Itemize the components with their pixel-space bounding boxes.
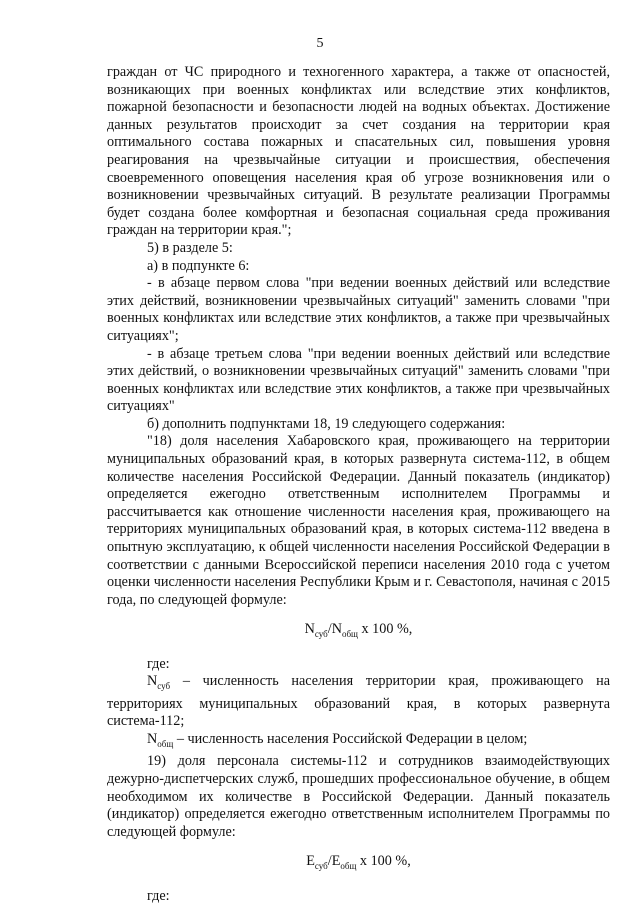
paragraph: - в абзаце первом слова "при ведении военных действий или вследствие этих действий, возникновении чрезвычайных ситуаций" заменить словами "при военных конфликтах или вследствие этих конфликтов, а также при чрезвычайных ситуациях"; [107, 275, 610, 344]
paragraph: а) в подпункте 6: [147, 257, 250, 274]
where-label: где: [147, 655, 170, 672]
paragraph: "18) доля населения Хабаровского края, проживающего на территории муниципальных образований края, в которых развернута система-112, в общем количестве населения Российской Федерации. Данный показатель (индикатор) определяется ежегодно ответственным исполнителем Программы и рассчитывается как отношение численности населения края, проживающего на территориях муниципальных образований края, в которых система-112 введена в опытную эксплуатацию, к общей численности населения Российской Федерации в соответствии с данными Всероссийской переписи населения 2010 года с учетом оценки численности населения Республики Крым и г. Севастополя, начиная с 2015 года, по следующей формуле: [107, 433, 610, 608]
definition-n-sub: $N_{суб}$ – численность населения территории края, проживающего на территориях муниципальных образований края, в которых развернута система-112; [107, 673, 610, 730]
paragraph: 5) в разделе 5: [147, 239, 233, 256]
formula-population-share: $N_{суб}/N_{общ}$ x 100 %, [304, 621, 413, 640]
where-label: где: [147, 887, 170, 904]
paragraph: 19) доля персонала системы-112 и сотрудников взаимодействующих дежурно-диспетчерских служб, прошедших профессиональное обучение, в общем необходимом их количестве в Российской Федерации. Данный показатель (индикатор) определяется ежегодно ответственным исполнителем Программы по следующей формуле: [107, 753, 610, 840]
paragraph: - в абзаце третьем слова "при ведении военных действий или вследствие этих действий, о возникновении чрезвычайных ситуаций" заменить словами "при военных конфликтах или вследствие этих конфликтов, а также при чрезвычайных ситуациях" [107, 345, 610, 415]
paragraph: граждан от ЧС природного и техногенного характера, а также от опасностей, возникающих при военных конфликтах или вследствие этих конфликтов, пожарной безопасности и безопасности людей на водных объектах. Достижение данных результатов происходит за счет создания на территории края оптимального состава пожарных и спасательных сил, повышения уровня реагирования на чрезвычайные ситуации и происшествия, обеспечения своевременного оповещения населения края об угрозе возникновения или о возникновении чрезвычайных ситуаций. В результате реализации Программы будет создана более комфортная и безопасная социальная среда проживания граждан на территории края."; [107, 64, 610, 239]
document-body [107, 64, 610, 905]
page-number: 5 [316, 36, 324, 51]
paragraph: б) дополнить подпунктами 18, 19 следующего содержания: [147, 415, 506, 432]
definition-n-total: $N_{общ}$ – численность населения Российской Федерации в целом; [147, 731, 528, 749]
formula-personnel-share: $E_{суб}/E_{общ}$ x 100 %, [306, 853, 411, 872]
